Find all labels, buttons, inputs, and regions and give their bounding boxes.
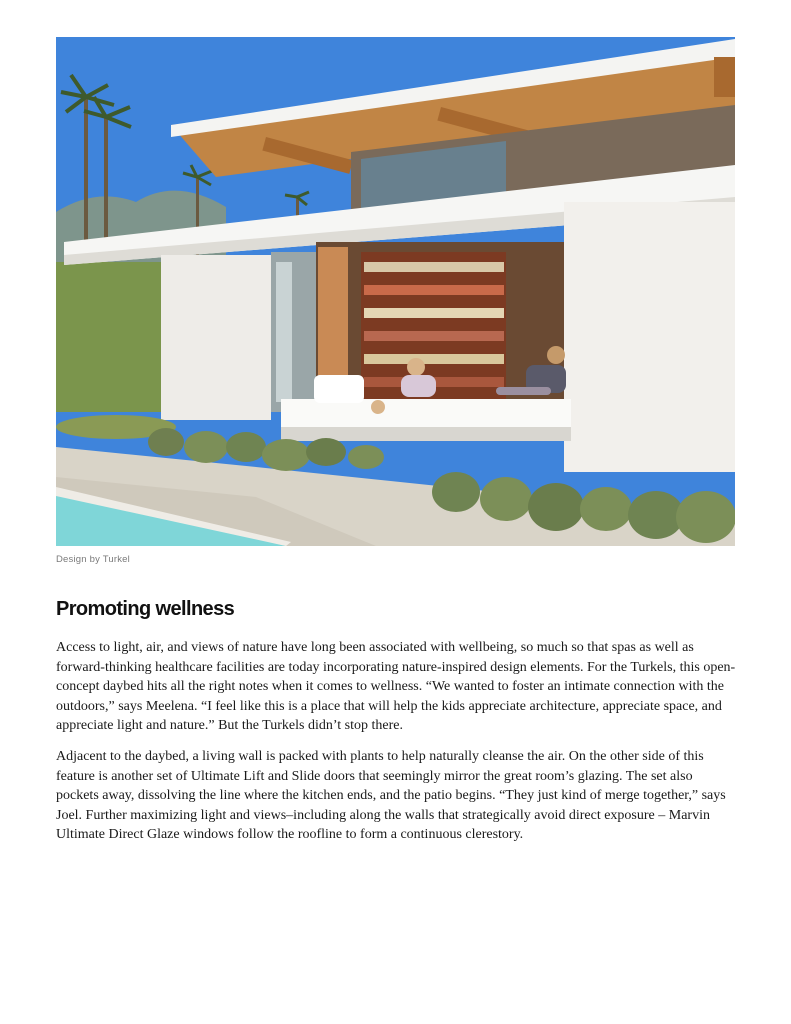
paragraph: Access to light, air, and views of nature have long been associated with wellbeing, so much so that spas as well as forward-thinking healthcare facilities are today incorporating nature-inspired design elements. For the Turkels, this open-concept daybed hits all the right notes when it comes to wellness. “We wanted to foster an intimate connection with the outdoors,” says Meelena. “I feel like this is a place that will help the kids appreciate architecture, appreciate space, and appreciate light and nature.” But the Turkels didn’t stop there. [56, 640, 736, 734]
article-body [56, 638, 736, 856]
photo-caption: Design by Turkel [56, 554, 130, 565]
section-heading: Promoting wellness [56, 598, 235, 620]
house-photo [56, 37, 735, 546]
house-illustration [56, 37, 735, 546]
paragraph: Adjacent to the daybed, a living wall is packed with plants to help naturally cleanse the air. On the other side of this feature is another set of Ultimate Lift and Slide doors that seemingly mirror the great room’s glazing. The set also pockets away, dissolving the line where the kitchen ends, and the patio begins. “They just kind of merge together,” says Joel. Further maximizing light and views–including along the walls that strategically avoid direct exposure – Marvin Ultimate Direct Glaze windows follow the roofline to form a continuous clerestory. [56, 748, 726, 843]
